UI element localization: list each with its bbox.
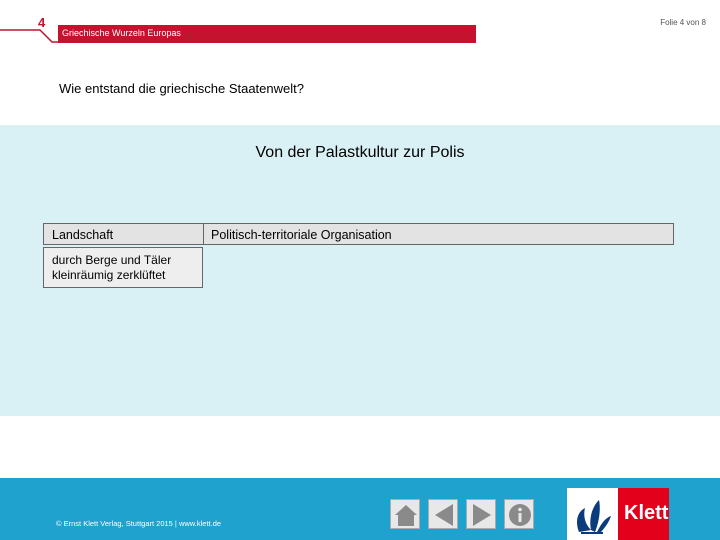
table-header-cell-landscape (44, 224, 204, 244)
klett-logo (567, 488, 669, 540)
page-number: 4 (38, 15, 46, 30)
header-accent-line (0, 29, 60, 43)
arrow-left-icon (429, 500, 459, 530)
arrow-right-icon (467, 500, 497, 530)
klett-wordmark (618, 488, 669, 540)
info-icon (505, 500, 535, 530)
table-header-row (43, 223, 674, 245)
guiding-question: Wie entstand die griechische Staatenwelt? (59, 81, 304, 96)
logo-text: Klett (624, 502, 669, 524)
home-icon (391, 500, 421, 530)
slide-counter: Folie 4 von 8 (660, 18, 706, 27)
klett-emblem-icon (567, 488, 618, 540)
section-title-bar (58, 25, 476, 43)
next-button[interactable] (466, 499, 496, 529)
home-button[interactable] (390, 499, 420, 529)
section-title: Griechische Wurzeln Europas (62, 28, 181, 38)
table-header-label-organisation: Politisch-territoriale Organisation (211, 228, 392, 242)
table-cell-landscape (43, 247, 203, 288)
info-button[interactable] (504, 499, 534, 529)
main-title: Von der Palastkultur zur Polis (255, 144, 465, 161)
footer-copyright: © Ernst Klett Verlag, Stuttgart 2015 | www.klett.de (56, 519, 222, 528)
table-header-label-landscape: Landschaft (52, 228, 114, 242)
table-cell-text: durch Berge und Täler kleinräumig zerklüftet (52, 253, 172, 282)
previous-button[interactable] (428, 499, 458, 529)
